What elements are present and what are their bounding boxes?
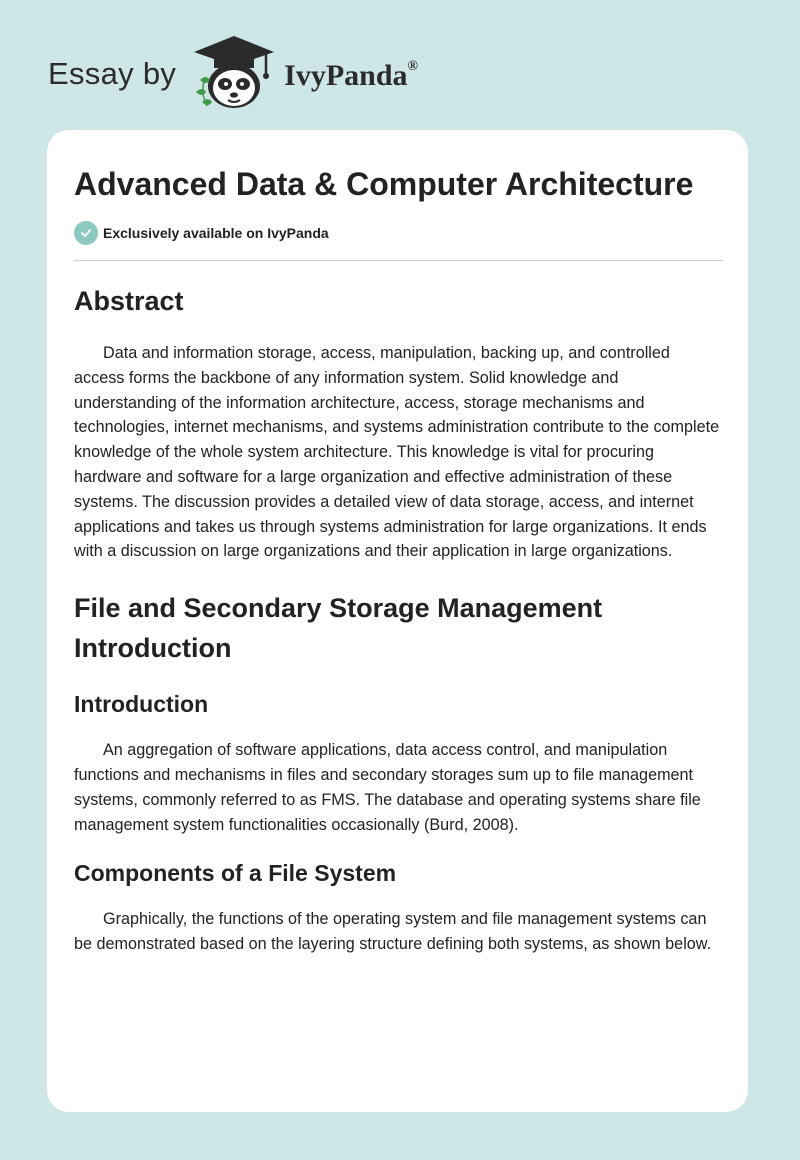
- ivypanda-logo-icon[interactable]: [190, 34, 278, 110]
- brand-text: IvyPanda: [284, 59, 408, 92]
- essay-by-label: Essay by: [48, 56, 177, 91]
- abstract-heading: Abstract: [74, 286, 184, 316]
- site-header: [48, 34, 418, 110]
- title-divider: [74, 260, 723, 261]
- components-heading: Components of a File System: [74, 860, 397, 887]
- check-icon: [74, 221, 98, 245]
- abstract-paragraph: Data and information storage, access, manipulation, backing up, and controlled access forms the backbone of any information system. Solid knowledge and understanding of the information architecture, access, storage mechanisms and technologies, internet mechanisms, and systems administration contribute to the complete knowledge of the whole system architecture. This knowledge is vital for procuring hardware and software for a large organization and effective administration of these systems. The discussion provides a detailed view of data storage, access, and internet applications and takes us through systems administration for large organizations. It ends with a discussion on large organizations and their application in large organizations.: [74, 344, 720, 561]
- exclusive-badge: [74, 220, 722, 246]
- introduction-paragraph: An aggregation of software applications, data access control, and manipulation functions and mechanisms in files and secondary storages sum up to file management systems, commonly referred to as FMS. The database and operating systems share file management system functionalities occasionally (Burd, 2008).: [74, 741, 701, 834]
- brand-name[interactable]: [284, 59, 418, 93]
- introduction-heading: Introduction: [74, 691, 209, 718]
- file-storage-heading: File and Secondary Storage Management Introduction: [74, 593, 603, 664]
- registered-mark: ®: [407, 59, 419, 74]
- exclusive-badge-text: Exclusively available on IvyPanda: [103, 225, 329, 241]
- components-paragraph: Graphically, the functions of the operating system and file management systems can be demonstrated based on the layering structure defining both systems, as shown below.: [74, 910, 712, 954]
- article-content: [47, 130, 748, 957]
- article-title: Advanced Data & Computer Architecture: [74, 166, 694, 202]
- article-card: [47, 130, 748, 1112]
